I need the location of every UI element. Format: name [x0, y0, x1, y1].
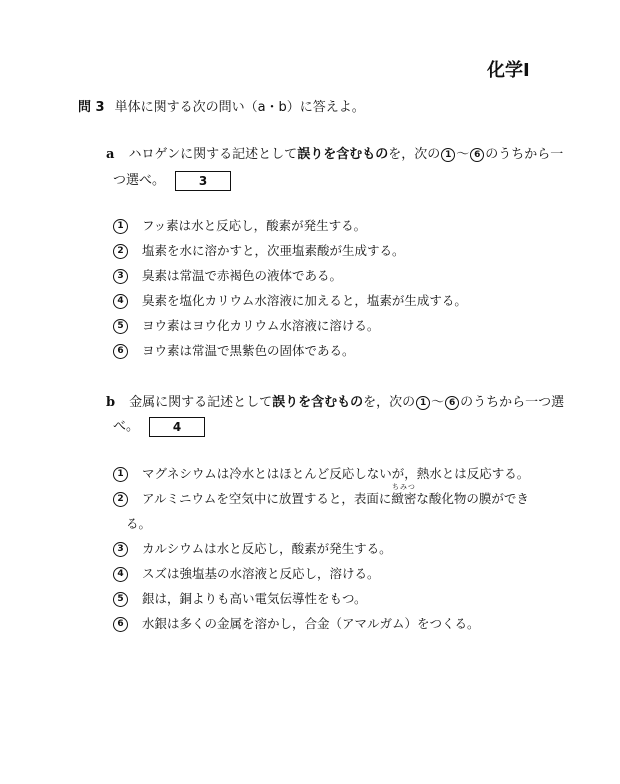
part-a-option-5[interactable] [113, 316, 379, 334]
option-text: アルミニウムを空気中に放置すると，表面に緻密な酸化物の膜ができ [142, 491, 529, 506]
option-text: 塩素を水に溶かすと，次亜塩素酸が生成する。 [142, 243, 405, 258]
option-marker: 5 [113, 319, 128, 334]
part-b-last-num: 6 [445, 396, 459, 410]
option-marker: 3 [113, 542, 128, 557]
part-a-option-1[interactable] [113, 216, 366, 234]
option-marker: 6 [113, 344, 128, 359]
option-text: る。 [126, 516, 152, 531]
option-text: 水銀は多くの金属を溶かし，合金（アマルガム）をつくる。 [142, 616, 480, 631]
option-text: マグネシウムは冷水とはほとんど反応しないが，熱水とは反応する。 [142, 466, 530, 481]
part-a-stem-line2 [113, 169, 231, 191]
part-b-option-2[interactable] [113, 489, 529, 507]
part-b-pre: 金属に関する記述として [129, 395, 273, 410]
part-a-line2: つ選べ。 [113, 173, 166, 188]
question-number: 問 3 [78, 100, 105, 115]
option-text: カルシウムは水と反応し，酸素が発生する。 [142, 541, 392, 556]
part-b-first-num: 1 [416, 396, 430, 410]
part-b-option-4[interactable] [113, 564, 380, 582]
ruby-chimitsu: ちみつ [392, 483, 416, 491]
part-a-post: のうちから一 [485, 147, 564, 162]
answer-box-4[interactable]: 4 [149, 417, 205, 437]
part-b-mid: を，次の [363, 395, 416, 410]
question-text: 単体に関する次の問い（a・b）に答えよ。 [114, 100, 365, 115]
part-a-last-num: 6 [470, 148, 484, 162]
part-a-mid: を，次の [388, 147, 441, 162]
part-b-option-2-cont [126, 514, 151, 532]
part-a-option-3[interactable] [113, 266, 342, 284]
option-marker: 3 [113, 269, 128, 284]
part-b-emph: 誤りを含むもの [272, 395, 364, 410]
part-b-option-5[interactable] [113, 589, 367, 607]
option-marker: 6 [113, 617, 128, 632]
option-text: フッ素は水と反応し，酸素が発生する。 [142, 218, 367, 233]
option-marker: 2 [113, 244, 128, 259]
option-marker: 1 [113, 219, 128, 234]
question-heading [78, 96, 365, 115]
option-text: 臭素を塩化カリウム水溶液に加えると，塩素が生成する。 [142, 293, 467, 308]
part-b-stem [106, 391, 564, 410]
part-b-stem-line2 [113, 415, 205, 437]
part-a-option-2[interactable] [113, 241, 405, 259]
part-a-tilde: 〜 [456, 147, 470, 162]
part-a-pre: ハロゲンに関する記述として [128, 147, 298, 162]
option-text: スズは強塩基の水溶液と反応し，溶ける。 [142, 566, 380, 581]
part-a-first-num: 1 [441, 148, 455, 162]
option-marker: 5 [113, 592, 128, 607]
part-b-line2: べ。 [113, 419, 140, 434]
part-b-post: のうちから一つ選 [460, 395, 565, 410]
part-b-label: b [106, 395, 116, 410]
option-text: ヨウ素はヨウ化カリウム水溶液に溶ける。 [142, 318, 380, 333]
answer-box-3[interactable]: 3 [175, 171, 231, 191]
option-marker: 2 [113, 492, 128, 507]
subject-title: 化学Ⅰ [487, 60, 530, 81]
option-text: 銀は，銅よりも高い電気伝導性をもつ。 [142, 591, 367, 606]
part-a-label: a [106, 147, 115, 162]
part-a-emph: 誤りを含むもの [297, 147, 389, 162]
part-b-option-6[interactable] [113, 614, 480, 632]
part-a-option-4[interactable] [113, 291, 467, 309]
option-text: ヨウ素は常温で黒紫色の固体である。 [142, 343, 355, 358]
part-a-stem [106, 143, 563, 162]
option-marker: 1 [113, 467, 128, 482]
option-marker: 4 [113, 567, 128, 582]
part-b-option-3[interactable] [113, 539, 392, 557]
part-b-option-1[interactable] [113, 464, 529, 482]
option-text: 臭素は常温で赤褐色の液体である。 [142, 268, 343, 283]
option-marker: 4 [113, 294, 128, 309]
part-b-tilde: 〜 [431, 395, 445, 410]
part-a-option-6[interactable] [113, 341, 355, 359]
